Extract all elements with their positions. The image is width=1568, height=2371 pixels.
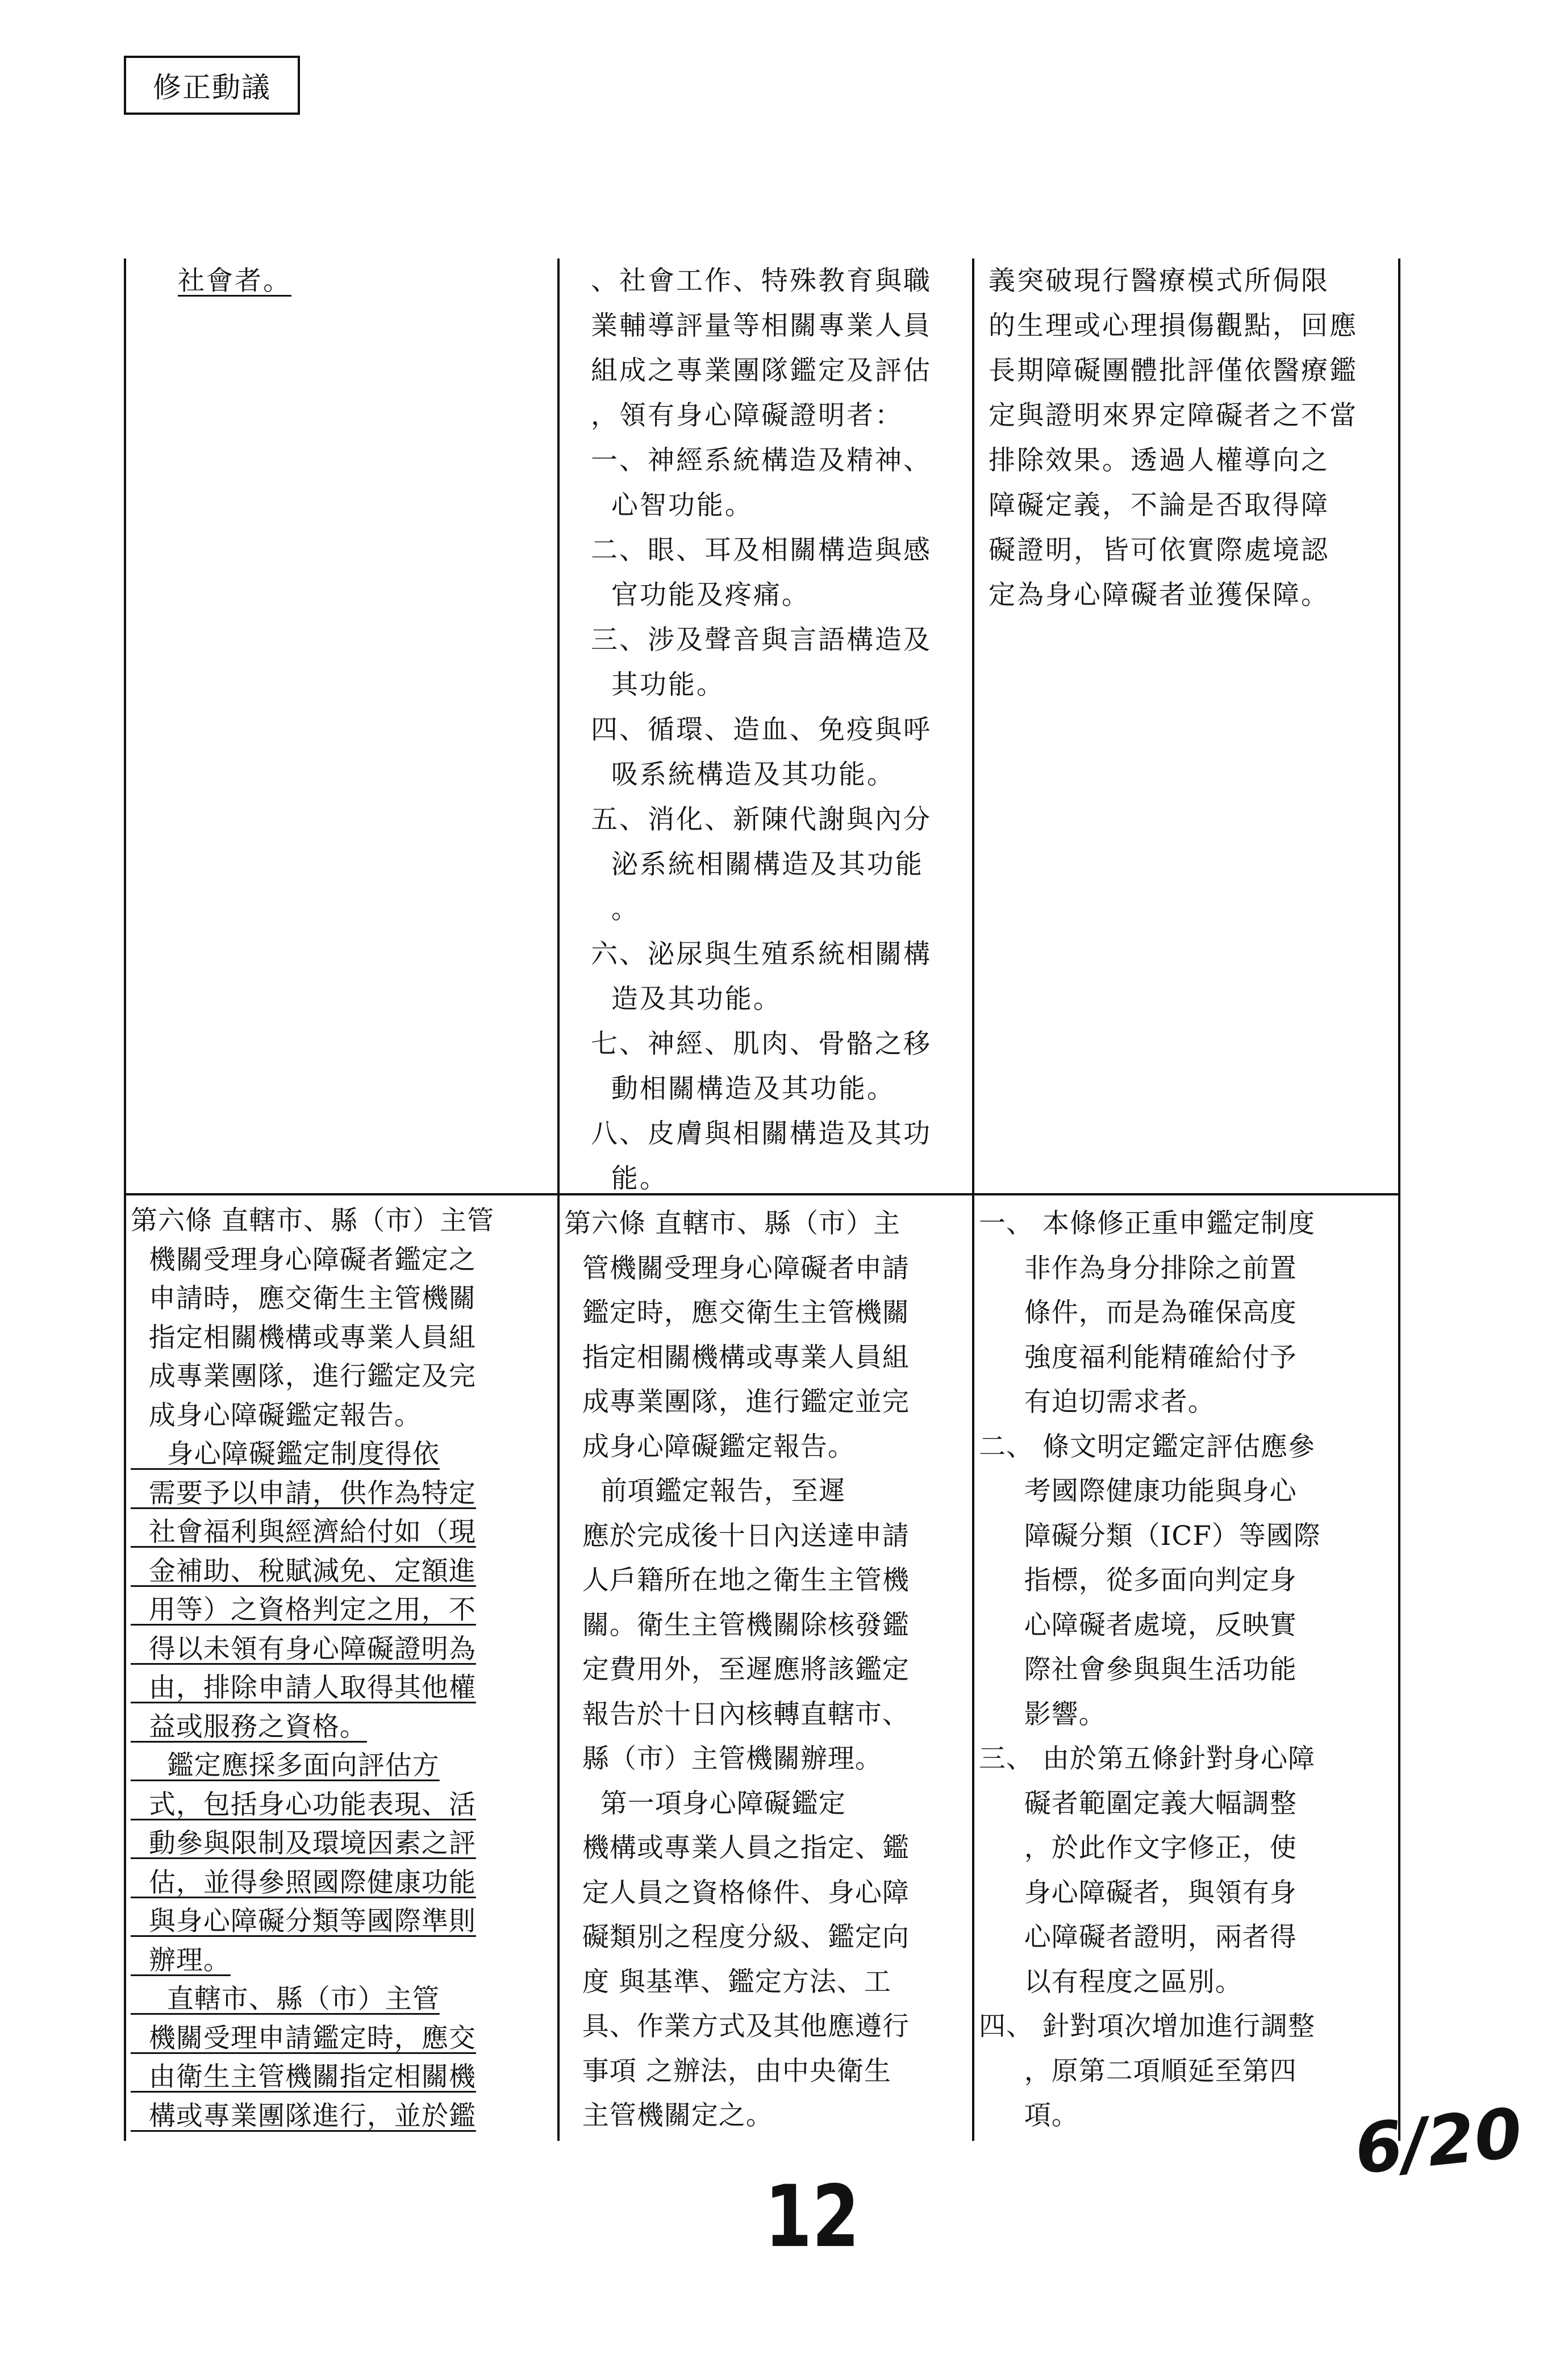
row1-col3-explanation <box>989 259 1386 618</box>
text-line: 其功能。 <box>591 669 725 701</box>
text-line: 人戶籍所在地之衛生主管機 <box>564 1565 910 1596</box>
text-line: 第六條 直轄市、縣（市）主管 <box>131 1205 494 1236</box>
text-line: 七、神經、肌肉、骨骼之移 <box>591 1028 932 1060</box>
text-line: 用等）之資格判定之用，不 <box>131 1594 476 1626</box>
text-line: 五、消化、新陳代謝與內分 <box>591 804 932 835</box>
text-line: 與身心障礙分類等國際準則 <box>131 1906 476 1937</box>
text-line: 指標，從多面向判定身 <box>979 1565 1297 1596</box>
text-line: 二、眼、耳及相關構造與感 <box>591 535 932 566</box>
text-line: ，於此作文字修正，使 <box>979 1832 1297 1864</box>
text-line: 機關受理身心障礙者鑑定之 <box>131 1244 476 1276</box>
text-line: 指定相關機構或專業人員組 <box>564 1341 910 1373</box>
text-line: 構或專業團隊進行，並於鑑 <box>131 2100 476 2132</box>
text-line: 身心障礙者，與領有身 <box>979 1877 1297 1909</box>
text-line: 定費用外，至遲應將該鑑定 <box>564 1654 910 1685</box>
text-line: 六、泌尿與生殖系統相關構 <box>591 939 932 970</box>
text-line: 吸系統構造及其功能。 <box>591 759 895 790</box>
text-line: 障礙分類（ICF）等國際 <box>979 1520 1321 1552</box>
text-line: 第六條 直轄市、縣（市）主 <box>564 1208 900 1239</box>
text-line: 泌系統相關構造及其功能 <box>591 849 924 880</box>
text-line: 第一項身心障礙鑑定 <box>564 1787 846 1819</box>
text-line: ，原第二項順延至第四 <box>979 2055 1297 2087</box>
text-line: 、社會工作、特殊教育與職 <box>591 265 932 297</box>
text-line: 障礙定義，不論是否取得障 <box>989 490 1329 521</box>
text-line: 業輔導評量等相關專業人員 <box>591 310 932 341</box>
text-line: 估，並得參照國際健康功能 <box>131 1866 476 1898</box>
table-divider-2 <box>972 259 974 2141</box>
text-line: 一、 本條修正重申鑑定制度 <box>979 1208 1315 1239</box>
text-line: 社會者。 <box>178 265 291 297</box>
text-line: 礙類別之程度分級、鑑定向 <box>564 1922 910 1953</box>
table-divider-1 <box>557 259 560 2141</box>
text-line: 排除效果。透過人權導向之 <box>989 445 1329 476</box>
text-line: 應於完成後十日內送達申請 <box>564 1520 910 1552</box>
text-line: 際社會參與與生活功能 <box>979 1654 1297 1685</box>
table-border-right <box>1398 259 1400 2141</box>
text-line: 能。 <box>591 1163 668 1194</box>
text-line: 心障礙者證明，兩者得 <box>979 1922 1297 1953</box>
table-border-left <box>124 259 126 2141</box>
text-line: 成專業團隊，進行鑑定並完 <box>564 1386 910 1418</box>
text-line: 身心障礙鑑定制度得依 <box>131 1439 440 1470</box>
text-line: 動相關構造及其功能。 <box>591 1073 895 1105</box>
text-line: 非作為身分排除之前置 <box>979 1252 1297 1284</box>
text-line: 組成之專業團隊鑑定及評估 <box>591 355 932 386</box>
text-line: 礙證明，皆可依實際處境認 <box>989 535 1329 566</box>
text-line: 強度福利能精確給付予 <box>979 1341 1297 1373</box>
comparison-table <box>124 259 1400 2141</box>
text-line: 定為身心障礙者並獲保障。 <box>989 580 1329 611</box>
text-line: 辦理。 <box>131 1944 231 1976</box>
text-line: 考國際健康功能與身心 <box>979 1476 1297 1507</box>
text-line: 關。衛生主管機關除核發鑑 <box>564 1609 910 1641</box>
text-line: 直轄市、縣（市）主管 <box>131 1984 440 2015</box>
page-number: 12 <box>764 2168 860 2266</box>
text-line: 成身心障礙鑑定報告。 <box>131 1399 422 1431</box>
text-line: 一、神經系統構造及精神、 <box>591 445 932 476</box>
text-line: 動參與限制及環境因素之評 <box>131 1828 476 1859</box>
text-line: 金補助、稅賦減免、定額進 <box>131 1555 476 1587</box>
text-line: 長期障礙團體批評僅依醫療鑑 <box>989 355 1358 386</box>
text-line: 機關受理申請鑑定時，應交 <box>131 2022 476 2054</box>
text-line: 縣（市）主管機關辦理。 <box>564 1743 882 1774</box>
text-line: 式，包括身心功能表現、活 <box>131 1789 476 1820</box>
amendment-stamp: 修正動議 <box>124 56 300 115</box>
text-line: 的生理或心理損傷觀點，回應 <box>989 310 1358 341</box>
text-line: 具、作業方式及其他應遵行 <box>564 2011 910 2042</box>
text-line: 條件，而是為確保高度 <box>979 1297 1297 1328</box>
text-line: 報告於十日內核轉直轄市、 <box>564 1698 910 1730</box>
text-line: 事項 之辦法，由中央衛生 <box>564 2055 891 2087</box>
row1-col2-current-text <box>591 259 966 1201</box>
text-line: 成專業團隊，進行鑑定及完 <box>131 1361 476 1392</box>
text-line: 三、涉及聲音與言語構造及 <box>591 624 932 656</box>
text-line: 機構或專業人員之指定、鑑 <box>564 1832 910 1864</box>
text-line: 三、 由於第五條針對身心障 <box>979 1743 1315 1774</box>
text-line: 。 <box>591 894 640 925</box>
text-line: 主管機關定之。 <box>564 2100 773 2131</box>
text-line: 前項鑑定報告，至遲 <box>564 1476 846 1507</box>
text-line: 得以未領有身心障礙證明為 <box>131 1633 476 1665</box>
text-line: 定人員之資格條件、身心障 <box>564 1877 910 1909</box>
text-line: 益或服務之資格。 <box>131 1711 367 1743</box>
text-line: 影響。 <box>979 1698 1106 1730</box>
text-line: 需要予以申請，供作為特定 <box>131 1477 476 1509</box>
text-line: 項。 <box>979 2100 1079 2131</box>
row2-col1-amended-article <box>131 1202 554 2136</box>
text-line: 指定相關機構或專業人員組 <box>131 1322 476 1353</box>
text-line: 八、皮膚與相關構造及其功 <box>591 1118 932 1149</box>
text-line: 鑑定時，應交衛生主管機關 <box>564 1297 910 1328</box>
text-line: 申請時，應交衛生主管機關 <box>131 1283 476 1314</box>
text-line: 定與證明來界定障礙者之不當 <box>989 400 1358 431</box>
text-line: 心障礙者處境，反映實 <box>979 1609 1297 1641</box>
text-line: 以有程度之區別。 <box>979 1966 1242 1998</box>
text-line: 鑑定應採多面向評估方 <box>131 1750 440 1781</box>
text-line: 由，排除申請人取得其他權 <box>131 1672 476 1703</box>
text-line: 義突破現行醫療模式所侷限 <box>989 265 1329 297</box>
handwritten-page-fraction: 6/20 <box>1351 2093 1526 2190</box>
text-line: 四、 針對項次增加進行調整 <box>979 2011 1315 2042</box>
text-line: 官功能及疼痛。 <box>591 580 810 611</box>
text-line: 度 與基準、鑑定方法、工 <box>564 1966 891 1998</box>
text-line: 二、 條文明定鑑定評估應參 <box>979 1431 1315 1462</box>
row1-col1-amended-text <box>178 259 541 303</box>
row2-col2-current-article <box>564 1202 970 2139</box>
text-line: 由衛生主管機關指定相關機 <box>131 2061 476 2093</box>
row2-col3-explanation <box>979 1202 1396 2139</box>
text-line: 管機關受理身心障礙者申請 <box>564 1252 910 1284</box>
text-line: 礙者範圍定義大幅調整 <box>979 1787 1297 1819</box>
text-line: 成身心障礙鑑定報告。 <box>564 1431 855 1462</box>
text-line: 四、循環、造血、免疫與呼 <box>591 714 932 745</box>
text-line: 社會福利與經濟給付如（現 <box>131 1516 476 1548</box>
text-line: 造及其功能。 <box>591 984 782 1015</box>
text-line: ，領有身心障礙證明者： <box>591 400 903 431</box>
text-line: 有迫切需求者。 <box>979 1386 1215 1418</box>
text-line: 心智功能。 <box>591 490 753 521</box>
